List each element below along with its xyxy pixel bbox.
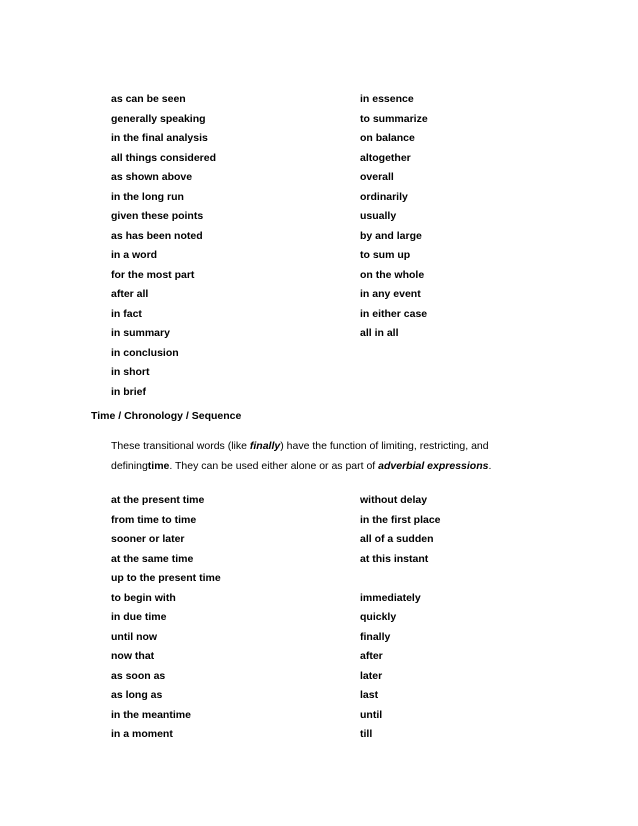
list-item: all things considered (111, 151, 217, 164)
list-item: in a word (111, 249, 158, 261)
list-item: in short (111, 366, 150, 378)
list-item: in either case (360, 307, 428, 320)
description-line-2 (111, 457, 531, 477)
list-item: in the long run (111, 190, 184, 203)
list-item (360, 572, 441, 592)
list-item: generally speaking (111, 112, 206, 125)
list-item: now that (111, 650, 155, 662)
list-item: for the most part (111, 268, 195, 281)
list-item: on balance (360, 132, 415, 144)
list-item: all in all (360, 327, 399, 339)
bold-term: time (147, 459, 170, 472)
list-item: to summarize (360, 112, 428, 125)
list-item: sooner or later (111, 533, 185, 545)
section-description (111, 437, 531, 476)
list-item: without delay (360, 494, 428, 506)
list-item: after (360, 650, 383, 662)
emphasis-term: finally (249, 440, 281, 452)
list-item: in brief (111, 385, 147, 398)
description-line-1 (111, 437, 531, 457)
list-item: in fact (111, 307, 142, 320)
list-item: usually (360, 210, 397, 222)
list-item: altogether (360, 151, 411, 164)
description-text: These transitional words (like (111, 440, 250, 452)
list-item: at this instant (360, 552, 429, 565)
list-item: after all (111, 288, 149, 300)
list-item: from time to time (111, 513, 197, 526)
list-item: as long as (111, 689, 163, 701)
description-text: . (488, 459, 492, 472)
list-item: quickly (360, 611, 397, 623)
list-item: up to the present time (111, 572, 221, 584)
list-item: on the whole (360, 268, 425, 281)
list-item: as can be seen (111, 93, 186, 105)
list-item: in due time (111, 611, 167, 623)
list-item: later (360, 669, 383, 682)
description-text: defining (111, 459, 148, 472)
list-item: to begin with (111, 591, 176, 604)
list-item: as soon as (111, 669, 166, 682)
list-item: until now (111, 630, 158, 643)
list-item: last (360, 689, 379, 701)
emphasis-term: adverbial expressions (378, 459, 489, 472)
list-item: finally (360, 630, 391, 643)
list-item: given these points (111, 210, 204, 222)
list-item: in the final analysis (111, 132, 208, 144)
list-item: to sum up (360, 249, 411, 261)
list-item: until (360, 708, 383, 721)
list-item: as shown above (111, 171, 193, 183)
list-item: overall (360, 171, 394, 183)
list-item: in any event (360, 288, 421, 300)
list-item: in summary (111, 327, 170, 339)
list-item: in the first place (360, 513, 441, 526)
list-item: in a moment (111, 728, 173, 740)
description-text: ) have the function of limiting, restricting, and (280, 440, 489, 452)
list-item: in conclusion (111, 346, 179, 359)
list-item: by and large (360, 229, 422, 242)
list-item: all of a sudden (360, 533, 434, 545)
list-item: till (360, 728, 373, 740)
description-text: . They can be used either alone or as part of (169, 459, 379, 472)
list-item: in essence (360, 93, 414, 105)
section2-left-column (111, 494, 221, 748)
section2-right-column (360, 494, 441, 748)
list-item: immediately (360, 591, 421, 604)
list-item: at the present time (111, 494, 205, 506)
list-item: ordinarily (360, 190, 408, 203)
section1-right-column (360, 93, 428, 347)
section-heading: Time / Chronology / Sequence (91, 410, 242, 422)
list-item: as has been noted (111, 229, 203, 242)
list-item: at the same time (111, 552, 194, 565)
list-item: in the meantime (111, 708, 191, 721)
section1-left-column (111, 93, 216, 405)
